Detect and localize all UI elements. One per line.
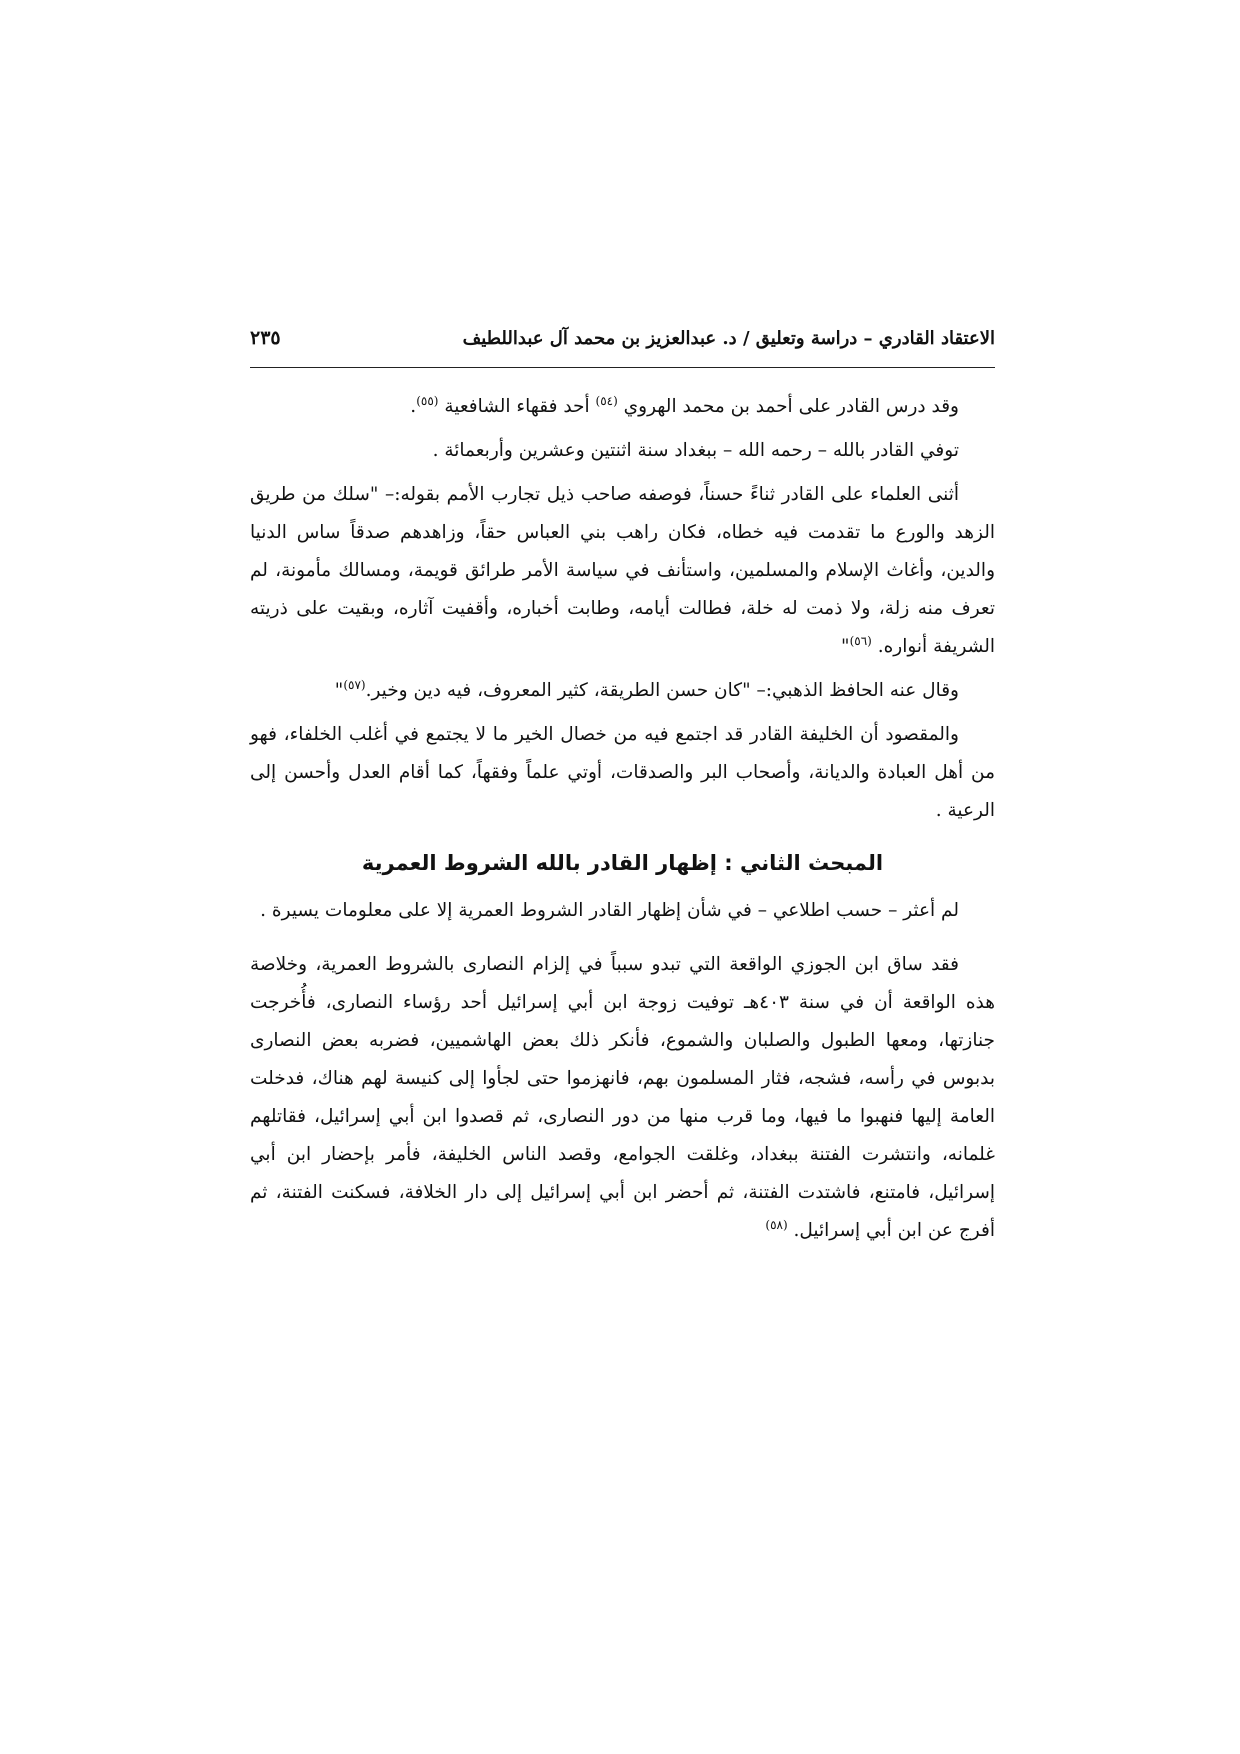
body-text — [250, 388, 995, 1256]
text-run: . — [410, 396, 417, 417]
paragraph — [250, 892, 995, 930]
text-run: وقد درس القادر على أحمد بن محمد الهروي — [617, 396, 959, 417]
text-run: " — [334, 680, 344, 701]
paragraph — [250, 388, 995, 426]
paragraph — [250, 672, 995, 710]
paragraph — [250, 476, 995, 666]
section-heading: المبحث الثاني : إظهار القادر بالله الشروط العمرية — [361, 851, 884, 875]
running-title: الاعتقاد القادري – دراسة وتعليق / د. عبدالعزيز بن محمد آل عبداللطيف — [462, 327, 995, 349]
footnote-marker: (٥٧) — [343, 677, 366, 692]
paragraph — [250, 716, 995, 830]
page-number: ٢٣٥ — [250, 327, 281, 349]
text-run: توفي القادر بالله – رحمه الله – ببغداد سنة اثنتين وعشرين وأربعمائة . — [432, 440, 959, 461]
paragraph — [250, 946, 995, 1250]
running-header — [250, 318, 995, 358]
text-run: والمقصود أن الخليفة القادر قد اجتمع فيه من خصال الخير ما لا يجتمع في أغلب الخلفاء، فهو من أهل العبادة والديانة، وأصحاب البر والصدقات، أوتي علماً وفقهاً، كما أقام العدل وأحسن إلى الرعية . — [250, 724, 995, 821]
paragraph — [250, 432, 995, 470]
footnote-marker: (٥٨) — [765, 1217, 788, 1232]
header-rule — [250, 367, 995, 368]
text-run: أثنى العلماء على القادر ثناءً حسناً، فوصفه صاحب ذيل تجارب الأمم بقوله:– "سلك من طريق الزهد والورع ما تقدمت فيه خطاه، فكان راهب بني العباس حقاً، وزاهدهم صدقاً ساس الدنيا والدين، وأغاث الإسلام والمسلمين، واستأنف في سياسة الأمر طرائق قويمة، ومسالك مأمونة، لم تعرف منه زلة، ولا ذمت له خلة، فطالت أيامه، وطابت أخباره، وأقفيت آثاره، وبقيت على ذريته الشريفة أنواره. — [250, 484, 995, 657]
text-run: فقد ساق ابن الجوزي الواقعة التي تبدو سبباً في إلزام النصارى بالشروط العمرية، وخلاصة هذه الواقعة أن في سنة ٤٠٣هـ توفيت زوجة ابن أبي إسرائيل أحد رؤساء النصارى، فأُخرجت جنازتها، ومعها الطبول والصلبان والشموع، فأنكر ذلك بعض الهاشميين، فضربه بعض النصارى بدبوس في رأسه، فشجه، فثار المسلمون بهم، فانهزموا حتى لجأوا إلى كنيسة لهم هناك، فدخلت العامة إليها فنهبوا ما فيها، وما قرب منها من دور النصارى، ثم قصدوا ابن أبي إسرائيل، فقاتلهم غلمانه، وانتشرت الفتنة ببغداد، وغلقت الجوامع، وقصد الناس الخليفة، فأمر بإحضار ابن أبي إسرائيل، فامتنع، فاشتدت الفتنة، ثم أحضر ابن أبي إسرائيل إلى دار الخلافة، فسكنت الفتنة، ثم أفرج عن ابن أبي إسرائيل. — [250, 954, 996, 1241]
text-run: وقال عنه الحافظ الذهبي:– "كان حسن الطريقة، كثير المعروف، فيه دين وخير. — [365, 680, 959, 701]
text-run: أحد فقهاء الشافعية — [438, 396, 596, 417]
text-run: لم أعثر – حسب اطلاعي – في شأن إظهار القادر الشروط العمرية إلا على معلومات يسيرة . — [260, 900, 959, 921]
footnote-marker: (٥٦) — [849, 633, 872, 648]
footnote-marker: (٥٤) — [595, 393, 618, 408]
footnote-marker: (٥٥) — [416, 393, 439, 408]
text-run: " — [841, 636, 850, 657]
